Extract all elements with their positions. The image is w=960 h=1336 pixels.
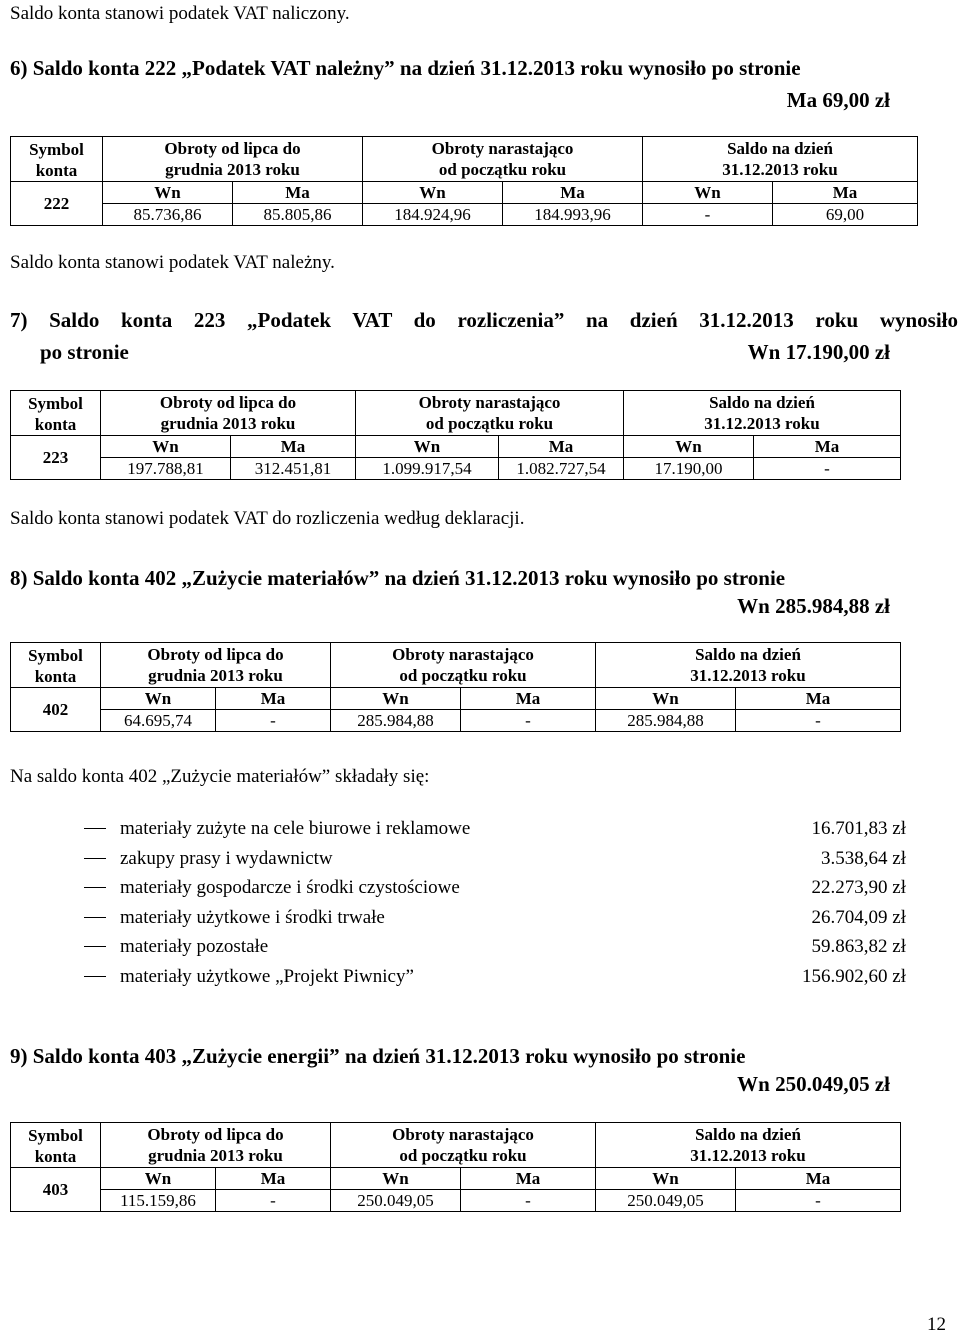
- column-wn: Wn: [624, 436, 754, 458]
- account-symbol: 223: [11, 436, 101, 480]
- text-vat-nalezny: Saldo konta stanowi podatek VAT należny.: [10, 252, 335, 273]
- column-wn: Wn: [101, 1168, 216, 1190]
- dash-icon: [84, 917, 106, 918]
- header-saldo: Saldo na dzień 31.12.2013 roku: [624, 391, 901, 436]
- table-403: [10, 1122, 901, 1212]
- column-ma: Ma: [216, 1168, 331, 1190]
- table-223: [10, 390, 901, 480]
- section-7-heading: 7) Saldo konta 223 „Podatek VAT do rozliczenia” na dzień 31.12.2013 roku wynosiło: [10, 308, 958, 332]
- account-symbol: 402: [11, 688, 101, 732]
- table-cell: -: [736, 710, 901, 732]
- column-wn: Wn: [101, 688, 216, 710]
- column-ma: Ma: [216, 688, 331, 710]
- text-sklad-konta-402: Na saldo konta 402 „Zużycie materiałów” składały się:: [10, 766, 430, 787]
- column-ma: Ma: [499, 436, 624, 458]
- text-vat-naliczony: Saldo konta stanowi podatek VAT naliczony.: [10, 3, 350, 24]
- table-cell: 197.788,81: [101, 458, 231, 480]
- table-cell: 285.984,88: [331, 710, 461, 732]
- list-item: materiały gospodarcze i środki czystościowe 22.273,90 zł: [84, 873, 914, 903]
- header-obroty-lipiec: Obroty od lipca do grudnia 2013 roku: [101, 643, 331, 688]
- dash-icon: [84, 828, 106, 829]
- table-cell: 184.993,96: [503, 204, 643, 226]
- column-wn: Wn: [331, 1168, 461, 1190]
- table-cell: 69,00: [773, 204, 918, 226]
- header-obroty-lipiec: Obroty od lipca do grudnia 2013 roku: [101, 391, 356, 436]
- dash-icon: [84, 858, 106, 859]
- dash-icon: [84, 976, 106, 977]
- table-cell: 250.049,05: [331, 1190, 461, 1212]
- section-6-heading: 6) Saldo konta 222 „Podatek VAT należny” na dzień 31.12.2013 roku wynosiło po stronie: [10, 56, 801, 80]
- table-cell: 115.159,86: [101, 1190, 216, 1212]
- table-402: [10, 642, 901, 732]
- column-ma: Ma: [736, 688, 901, 710]
- table-cell: 17.190,00: [624, 458, 754, 480]
- table-cell: 85.805,86: [233, 204, 363, 226]
- header-saldo: Saldo na dzień 31.12.2013 roku: [596, 1123, 901, 1168]
- dash-icon: [84, 946, 106, 947]
- column-wn: Wn: [596, 1168, 736, 1190]
- header-obroty-narastajaco: Obroty narastająco od początku roku: [363, 137, 643, 182]
- page-number: 12: [927, 1314, 946, 1335]
- header-obroty-lipiec: Obroty od lipca do grudnia 2013 roku: [101, 1123, 331, 1168]
- header-obroty-lipiec: Obroty od lipca do grudnia 2013 roku: [103, 137, 363, 182]
- account-symbol: 403: [11, 1168, 101, 1212]
- table-cell: 64.695,74: [101, 710, 216, 732]
- list-item: materiały pozostałe 59.863,82 zł: [84, 932, 914, 962]
- column-ma: Ma: [461, 1168, 596, 1190]
- column-ma: Ma: [736, 1168, 901, 1190]
- section-7-heading-line2: po stronie: [40, 340, 129, 364]
- symbol-header: Symbol konta: [11, 1123, 101, 1168]
- column-wn: Wn: [363, 182, 503, 204]
- table-cell: 85.736,86: [103, 204, 233, 226]
- symbol-header: Symbol konta: [11, 643, 101, 688]
- table-cell: 1.099.917,54: [356, 458, 499, 480]
- header-obroty-narastajaco: Obroty narastająco od początku roku: [331, 643, 596, 688]
- table-cell: -: [461, 710, 596, 732]
- section-9-heading: 9) Saldo konta 403 „Zużycie energii” na dzień 31.12.2013 roku wynosiło po stronie: [10, 1044, 746, 1068]
- table-cell: 184.924,96: [363, 204, 503, 226]
- list-item: materiały zużyte na cele biurowe i reklamowe 16.701,83 zł: [84, 814, 914, 844]
- symbol-header: Symbol konta: [11, 137, 103, 182]
- column-ma: Ma: [233, 182, 363, 204]
- section-8-heading: 8) Saldo konta 402 „Zużycie materiałów” na dzień 31.12.2013 roku wynosiło po stronie: [10, 566, 786, 590]
- table-cell: 1.082.727,54: [499, 458, 624, 480]
- list-item: materiały użytkowe i środki trwałe 26.704,09 zł: [84, 903, 914, 933]
- column-wn: Wn: [596, 688, 736, 710]
- column-ma: Ma: [773, 182, 918, 204]
- table-cell: -: [736, 1190, 901, 1212]
- column-wn: Wn: [356, 436, 499, 458]
- column-ma: Ma: [231, 436, 356, 458]
- section-8-amount: Wn 285.984,88 zł: [737, 594, 890, 618]
- header-obroty-narastajaco: Obroty narastająco od początku roku: [331, 1123, 596, 1168]
- dash-icon: [84, 887, 106, 888]
- header-saldo: Saldo na dzień 31.12.2013 roku: [596, 643, 901, 688]
- materials-list: [84, 814, 914, 992]
- section-9-amount: Wn 250.049,05 zł: [737, 1072, 890, 1096]
- header-obroty-narastajaco: Obroty narastająco od początku roku: [356, 391, 624, 436]
- section-6-amount: Ma 69,00 zł: [786, 88, 890, 112]
- column-wn: Wn: [103, 182, 233, 204]
- list-item: zakupy prasy i wydawnictw 3.538,64 zł: [84, 844, 914, 874]
- table-222: [10, 136, 918, 226]
- column-ma: Ma: [754, 436, 901, 458]
- table-cell: 250.049,05: [596, 1190, 736, 1212]
- symbol-header: Symbol konta: [11, 391, 101, 436]
- column-wn: Wn: [331, 688, 461, 710]
- column-wn: Wn: [101, 436, 231, 458]
- table-cell: -: [754, 458, 901, 480]
- account-symbol: 222: [11, 182, 103, 226]
- table-cell: 312.451,81: [231, 458, 356, 480]
- table-cell: -: [216, 1190, 331, 1212]
- text-vat-do-rozliczenia: Saldo konta stanowi podatek VAT do rozliczenia według deklaracji.: [10, 508, 525, 529]
- column-wn: Wn: [643, 182, 773, 204]
- column-ma: Ma: [461, 688, 596, 710]
- section-7-amount: Wn 17.190,00 zł: [747, 340, 890, 364]
- list-item: materiały użytkowe „Projekt Piwnicy” 156.902,60 zł: [84, 962, 914, 992]
- table-cell: -: [461, 1190, 596, 1212]
- table-cell: 285.984,88: [596, 710, 736, 732]
- table-cell: -: [643, 204, 773, 226]
- table-cell: -: [216, 710, 331, 732]
- header-saldo: Saldo na dzień 31.12.2013 roku: [643, 137, 918, 182]
- column-ma: Ma: [503, 182, 643, 204]
